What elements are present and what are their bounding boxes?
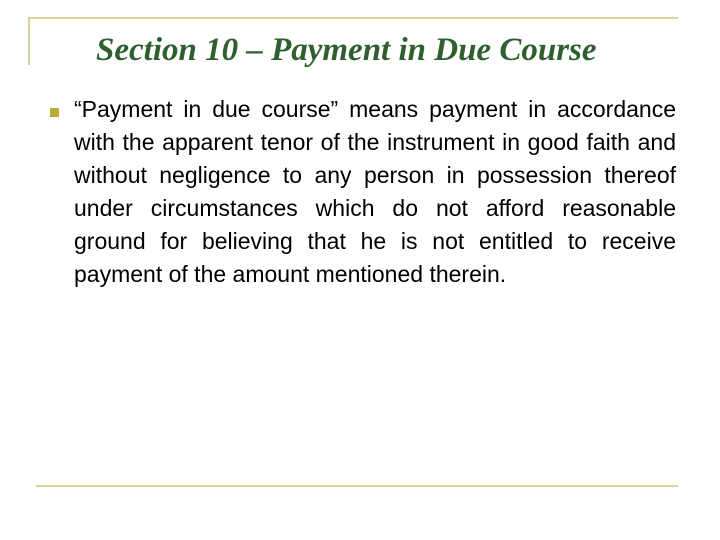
bullet-text: “Payment in due course” means payment in accordance with the apparent tenor of the instrument in good faith and without negligence to any person in possession thereof under circumstances which do not afford reasonable ground for believing that he is not entitled to receive payment of the amount mentioned therein. [74, 96, 676, 287]
bullet-list [50, 93, 676, 291]
square-bullet-icon [50, 108, 59, 117]
slide-title: Section 10 – Payment in Due Course [96, 32, 597, 68]
bullet-item [50, 93, 676, 291]
frame-left-line [28, 17, 30, 65]
frame-top-line [28, 17, 678, 19]
frame-bottom-line [36, 485, 678, 487]
